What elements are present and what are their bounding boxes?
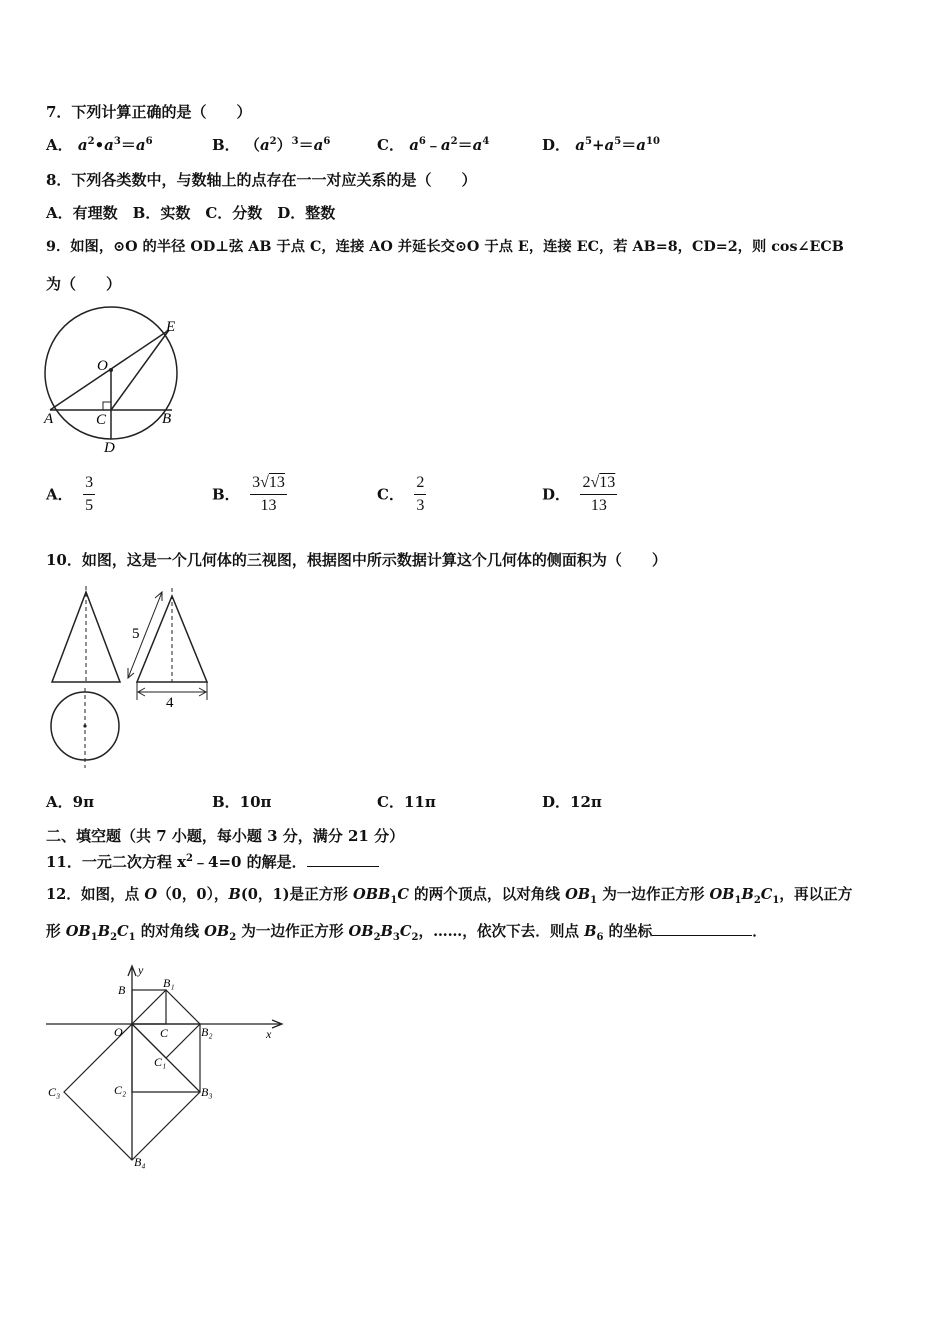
q10-option-d: D．12π: [542, 793, 602, 811]
q9-circle-figure: [38, 300, 188, 460]
label-c1: C₁: [154, 1055, 167, 1069]
label-x: x: [266, 1027, 272, 1041]
label-c: C: [96, 412, 107, 428]
label-slant: 5: [132, 626, 140, 642]
label-c3: C₃: [48, 1085, 61, 1099]
top-view-center: [83, 724, 86, 727]
label-c2: C₂: [114, 1083, 127, 1097]
segment-ec: [111, 330, 169, 410]
label-b2: B₂: [201, 1025, 213, 1039]
label-base: 4: [166, 695, 174, 711]
q10-three-view-figure: [42, 582, 222, 772]
fraction: $\frac{2}{3}$: [416, 474, 425, 514]
label-o: O: [114, 1025, 123, 1039]
q10-option-b: B．10π: [212, 793, 272, 811]
q11-answer-blank[interactable]: [307, 866, 379, 867]
q7-option-d: D． $a^5+a^5=a^{10}$: [542, 136, 660, 154]
q11-stem: 11．一元二次方程 $x^2﹣4=0$ 的解是．: [46, 852, 379, 872]
fraction: $\frac{3}{5}$: [85, 474, 94, 514]
q9-option-b: B． $\frac{3√13}{13}$: [212, 472, 287, 517]
q9-option-a: A． $\frac{3}{5}$: [46, 472, 95, 517]
q9-stem-line2: 为（ ）: [46, 275, 122, 293]
label-b1: B₁: [163, 976, 175, 990]
label-a: A: [44, 411, 54, 427]
q8-options: A．有理数 B．实数 C．分数 D．整数: [46, 204, 336, 222]
q9-option-d: D． $\frac{2√13}{13}$: [542, 472, 617, 517]
section-2-title: 二、填空题（共 7 小题，每小题 3 分，满分 21 分）: [46, 827, 405, 845]
q10-option-c: C．11π: [377, 793, 436, 811]
q12-stem-line1: 12．如图，点 O（0，0），B(0，1)是正方形 $OBB_1C$ 的两个顶点，以对角线 $OB_1$ 为一边作正方形 $OB_1B_2C_1$，再以正方: [46, 886, 853, 906]
q9-option-c: C． $\frac{2}{3}$: [377, 472, 426, 517]
label-y: y: [138, 963, 144, 977]
label-b3: B₃: [201, 1085, 213, 1099]
q7-option-c: C． $a^6﹣a^2=a^4$: [377, 136, 490, 154]
label-o: O: [97, 358, 108, 374]
q12-answer-blank[interactable]: [652, 935, 752, 936]
label-e: E: [166, 319, 176, 335]
q10-option-a: A．9π: [46, 793, 95, 811]
right-angle-mark: [103, 402, 111, 410]
q12-squares-figure: [40, 960, 300, 1170]
q10-stem: 10．如图，这是一个几何体的三视图，根据图中所示数据计算这个几何体的侧面积为（ ）: [46, 551, 667, 569]
q12-stem-line2: 形 $OB_1B_2C_1$ 的对角线 $OB_2$ 为一边作正方形 $OB_2B_3C_2$，……，依次下去．则点 $B_6$ 的坐标 ．: [46, 923, 767, 943]
label-b4: B₄: [134, 1155, 146, 1169]
label-c: C: [160, 1026, 169, 1040]
fraction: $\frac{2√13}{13}$: [582, 474, 616, 514]
label-d: D: [104, 440, 115, 456]
q7-stem: 7．下列计算正确的是（ ）: [46, 103, 252, 121]
q9-stem-line1: 9．如图，⊙O 的半径 OD⊥弦 AB 于点 C，连接 AO 并延长交⊙O 于点 E，连接 EC，若 AB=8，CD=2，则 cos∠ECB: [46, 239, 844, 255]
q7-option-a: A． $a^2•a^3=a^6$: [46, 136, 153, 154]
fraction: $\frac{3√13}{13}$: [252, 474, 285, 514]
label-b: B: [118, 983, 126, 997]
q8-stem: 8．下列各类数中，与数轴上的点存在一一对应关系的是（ ）: [46, 171, 477, 189]
center-dot: [109, 368, 113, 372]
label-b: B: [162, 411, 172, 427]
q7-option-b: B． $(a^2)^3=a^6$: [212, 136, 331, 154]
